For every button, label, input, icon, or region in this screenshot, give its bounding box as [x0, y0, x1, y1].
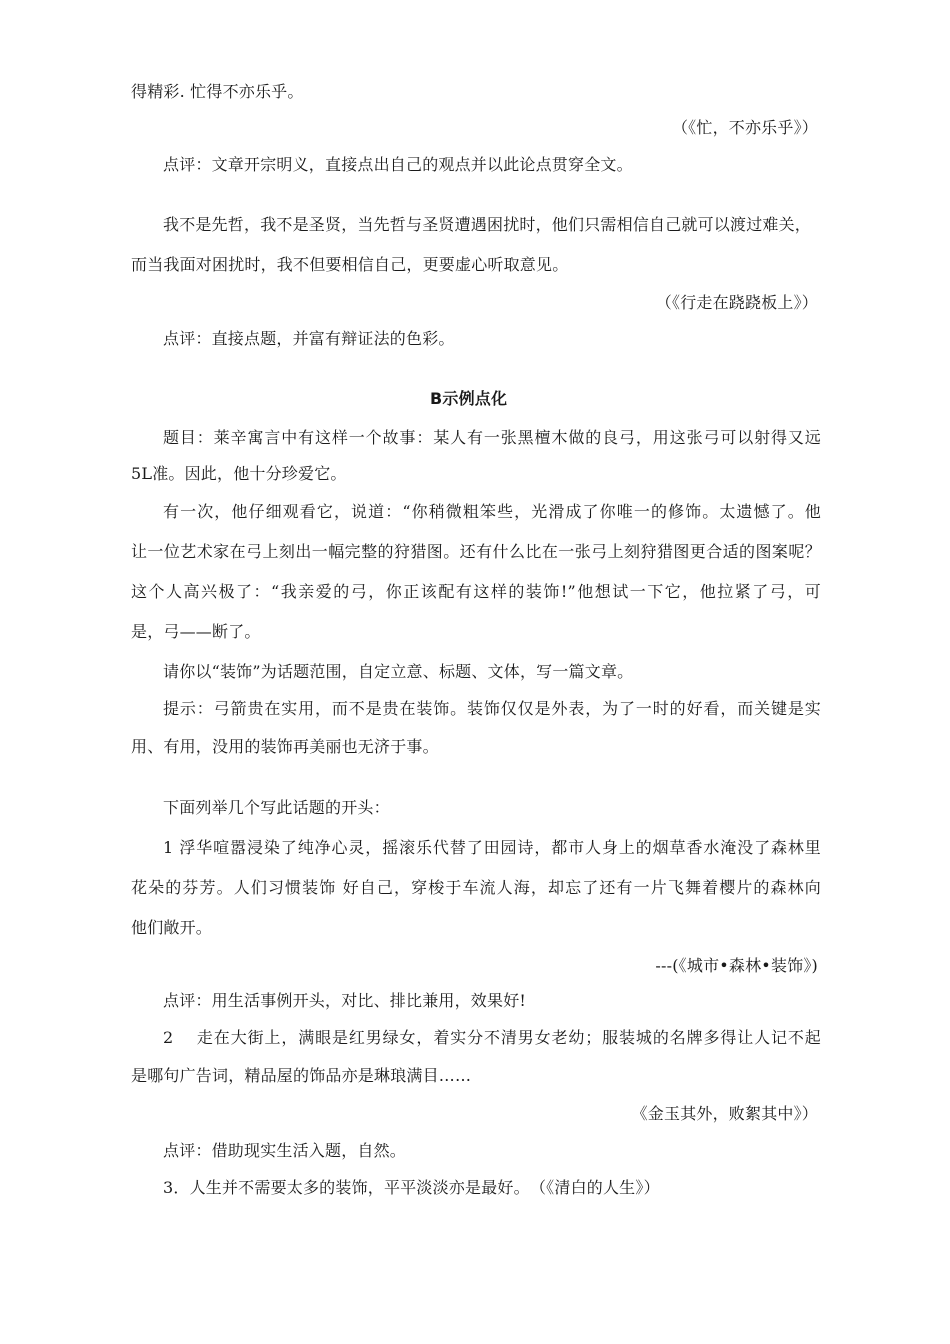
paragraph-line: 题目：莱辛寓言中有这样一个故事：某人有一张黑檀木做的良弓，用这张弓可以射得又远: [163, 428, 821, 447]
citation: ---(《城市•森林•装饰》): [655, 956, 818, 975]
paragraph-line: 3．人生并不需要太多的装饰，平平淡淡亦是最好。 （《清白的人生》）: [163, 1178, 660, 1197]
citation: （《行走在跷跷板上》）: [655, 293, 818, 312]
comment-line: 点评：直接点题，并富有辩证法的色彩。: [163, 329, 455, 348]
paragraph-line: 让一位艺术家在弓上刻出一幅完整的狩猎图。还有什么比在一张弓上刻狩猎图更合适的图案呢？: [131, 542, 821, 561]
paragraph-line: 我不是先哲，我不是圣贤，当先哲与圣贤遭遇困扰时，他们只需相信自己就可以渡过难关，: [163, 215, 812, 234]
paragraph-line: 下面列举几个写此话题的开头：: [163, 798, 390, 817]
paragraph-line: 2 走在大街上，满眼是红男绿女，着实分不清男女老幼；服装城的名牌多得让人记不起: [163, 1028, 821, 1047]
paragraph-line: 请你以“装饰”为话题范围，自定立意、标题、文体，写一篇文章。: [163, 662, 634, 681]
paragraph-line: 花朵的芬芳。人们习惯装饰 好自己，穿梭于车流人海，却忘了还有一片飞舞着樱片的森林向: [131, 878, 821, 897]
section-heading: B示例点化: [430, 389, 508, 408]
comment-line: 点评：借助现实生活入题，自然。: [163, 1141, 407, 1160]
paragraph-line: 是哪句广告词，精品屋的饰品亦是琳琅满目……: [131, 1066, 472, 1085]
citation: 《金玉其外，败絮其中》）: [631, 1104, 818, 1123]
paragraph-line: 5L准。因此，他十分珍爱它。: [131, 464, 347, 483]
paragraph-line: 用、有用，没用的装饰再美丽也无济于事。: [131, 737, 439, 756]
comment-line: 点评：文章开宗明义，直接点出自己的观点并以此论点贯穿全文。: [163, 155, 633, 174]
paragraph-line: 1 浮华喧嚣浸染了纯净心灵，摇滚乐代替了田园诗，都市人身上的烟草香水淹没了森林里: [163, 838, 821, 857]
paragraph-line: 得精彩. 忙得不亦乐乎。: [131, 82, 304, 101]
paragraph-line: 他们敞开。: [131, 918, 213, 937]
paragraph-line: 是，弓——断了。: [131, 622, 261, 641]
paragraph-line: 这个人高兴极了：“我亲爱的弓，你正该配有这样的装饰!”他想试一下它，他拉紧了弓，可: [131, 582, 821, 601]
citation: （《忙，不亦乐乎》）: [671, 118, 818, 137]
paragraph-line: 而当我面对困扰时，我不但要相信自己，更要虚心听取意见。: [131, 255, 569, 274]
comment-line: 点评：用生活事例开头，对比、排比兼用，效果好!: [163, 991, 527, 1010]
paragraph-line: 有一次，他仔细观看它，说道：“你稍微粗笨些，光滑成了你唯一的修饰。太遗憾了。他: [163, 502, 821, 521]
paragraph-line: 提示：弓箭贵在实用，而不是贵在装饰。装饰仅仅是外表，为了一时的好看，而关键是实: [163, 699, 821, 718]
